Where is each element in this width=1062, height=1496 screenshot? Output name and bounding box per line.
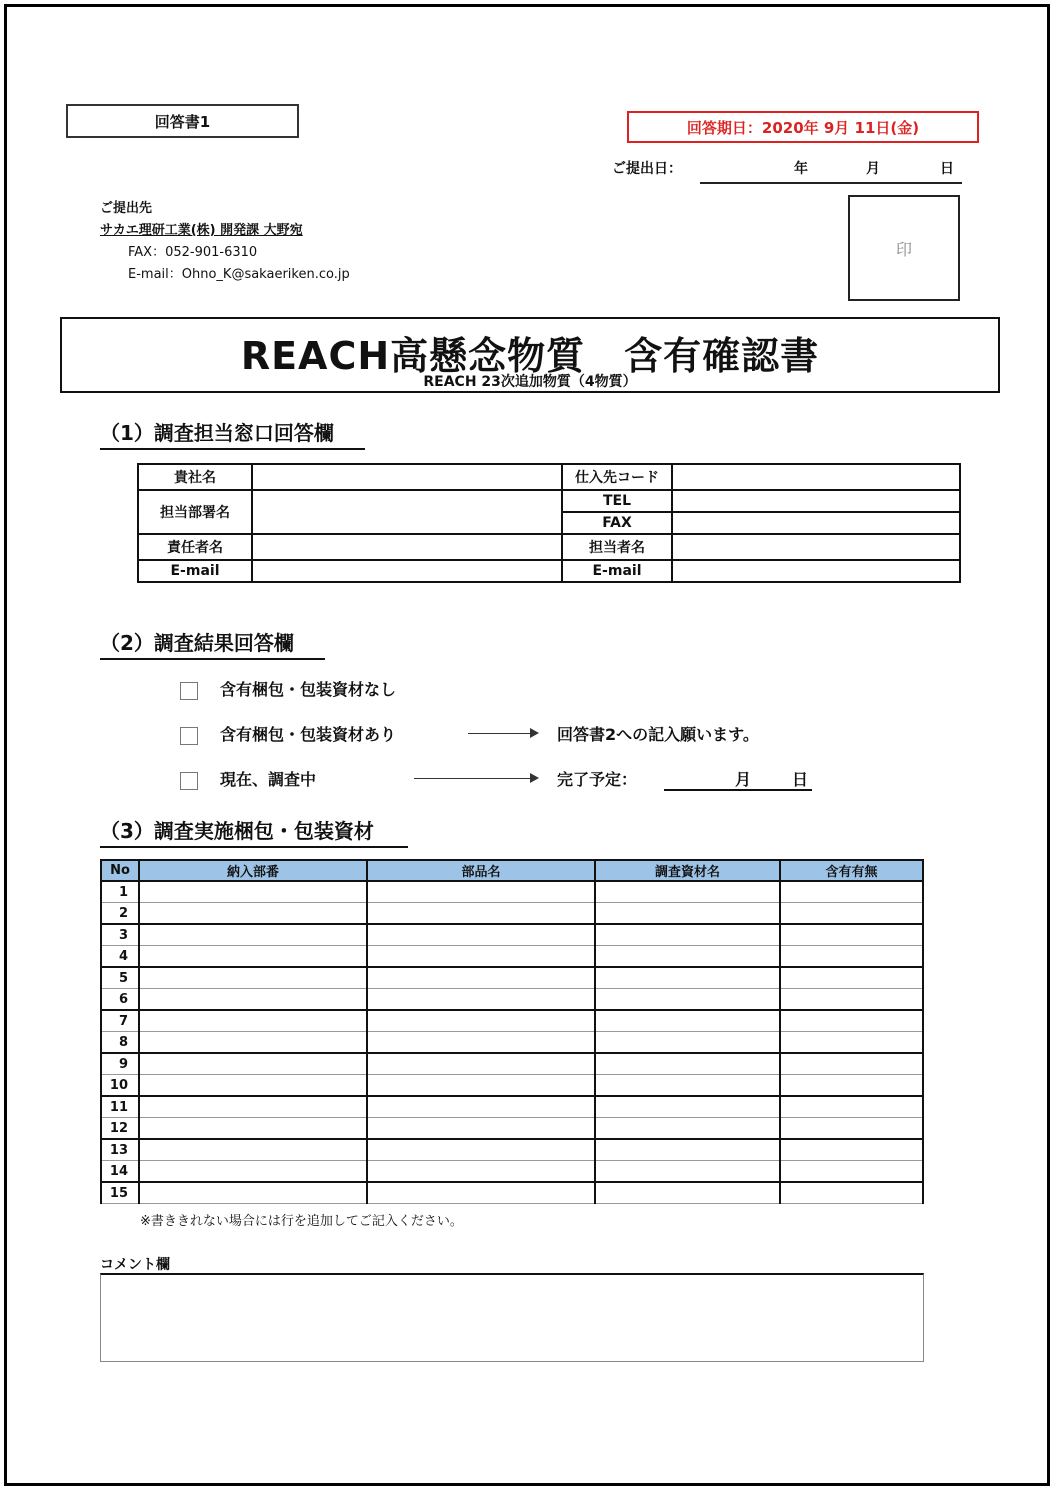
comment-label: コメント欄 <box>100 1257 170 1273</box>
row-number: 11 <box>101 1096 139 1118</box>
material-cell[interactable] <box>595 1182 780 1204</box>
option2-label: 含有梱包・包装資材あり <box>220 725 397 744</box>
content-cell[interactable] <box>780 1182 923 1204</box>
arrow-right-icon <box>530 773 539 783</box>
content-cell[interactable] <box>780 881 923 903</box>
material-cell[interactable] <box>595 989 780 1011</box>
table-row <box>101 1032 923 1054</box>
row-number: 5 <box>101 967 139 989</box>
part-number-cell[interactable] <box>139 967 367 989</box>
submit-date-row <box>612 158 962 186</box>
checkbox[interactable] <box>180 682 198 700</box>
document-subtitle: REACH 23次追加物質（4物質） <box>423 374 637 390</box>
row-number: 7 <box>101 1010 139 1032</box>
option1-label: 含有梱包・包装資材なし <box>220 680 397 699</box>
completion-day-label: 日 <box>792 770 809 789</box>
submit-day-label: 日 <box>940 161 954 177</box>
table-row <box>101 903 923 925</box>
company-field[interactable] <box>252 464 562 490</box>
table-row <box>101 1075 923 1097</box>
part-name-cell[interactable] <box>367 1118 595 1140</box>
part-number-cell[interactable] <box>139 1139 367 1161</box>
material-cell[interactable] <box>595 1139 780 1161</box>
col-material-header: 調査資材名 <box>595 860 780 881</box>
section1-heading: （1）調査担当窓口回答欄 <box>100 417 365 450</box>
table-note: ※書ききれない場合には行を追加してご記入ください。 <box>140 1214 463 1229</box>
email-label: E-mail <box>138 560 252 582</box>
part-name-cell[interactable] <box>367 1075 595 1097</box>
manager-label: 責任者名 <box>138 534 252 560</box>
table-row <box>101 924 923 946</box>
table-row <box>101 1096 923 1118</box>
part-name-cell[interactable] <box>367 1182 595 1204</box>
material-cell[interactable] <box>595 1075 780 1097</box>
option3-label: 現在、調査中 <box>220 770 317 789</box>
completion-month-label: 月 <box>735 770 752 789</box>
row-number: 1 <box>101 881 139 903</box>
row-number: 9 <box>101 1053 139 1075</box>
deadline-box: 回答期日：2020年 9月 11日(金) <box>627 111 979 143</box>
table-row <box>101 1182 923 1204</box>
option3-result: 完了予定： <box>557 770 638 789</box>
table-row <box>101 1161 923 1183</box>
arrow-line <box>468 733 530 734</box>
table-row <box>101 1053 923 1075</box>
row-number: 12 <box>101 1118 139 1140</box>
supplier-code-label: 仕入先コード <box>562 464 672 490</box>
material-cell[interactable] <box>595 1010 780 1032</box>
email-field-2[interactable] <box>672 560 960 582</box>
part-number-cell[interactable] <box>139 1075 367 1097</box>
tel-field[interactable] <box>672 490 960 512</box>
part-name-cell[interactable] <box>367 946 595 968</box>
col-no-header: No <box>101 860 139 881</box>
col-part-number-header: 納入部番 <box>139 860 367 881</box>
table-row <box>101 881 923 903</box>
checkbox[interactable] <box>180 772 198 790</box>
completion-date-underline <box>664 789 812 791</box>
document-title: REACH高懸念物質 含有確認書 <box>240 334 820 378</box>
materials-table <box>100 859 924 1204</box>
option-investigating[interactable] <box>180 767 316 790</box>
material-cell[interactable] <box>595 924 780 946</box>
comment-field[interactable] <box>100 1273 924 1362</box>
submit-year-label: 年 <box>794 161 808 177</box>
part-number-cell[interactable] <box>139 1096 367 1118</box>
row-number: 2 <box>101 903 139 925</box>
checkbox[interactable] <box>180 727 198 745</box>
table-row <box>101 1139 923 1161</box>
destination-fax: FAX：052-901-6310 <box>128 245 258 260</box>
manager-field[interactable] <box>252 534 562 560</box>
option-no-content[interactable] <box>180 677 396 700</box>
part-number-cell[interactable] <box>139 924 367 946</box>
part-number-cell[interactable] <box>139 903 367 925</box>
part-number-cell[interactable] <box>139 989 367 1011</box>
material-cell[interactable] <box>595 1161 780 1183</box>
destination-company: サカエ理研工業(株) 開発課 大野宛 <box>100 223 303 238</box>
option2-result: 回答書2への記入願います。 <box>557 725 759 744</box>
materials-table-body <box>101 881 923 1204</box>
part-name-cell[interactable] <box>367 1053 595 1075</box>
dept-label: 担当部署名 <box>138 490 252 534</box>
content-cell[interactable] <box>780 1139 923 1161</box>
part-name-cell[interactable] <box>367 1032 595 1054</box>
fax-label: FAX <box>562 512 672 534</box>
part-number-cell[interactable] <box>139 1118 367 1140</box>
material-cell[interactable] <box>595 946 780 968</box>
part-name-cell[interactable] <box>367 989 595 1011</box>
table-row <box>101 967 923 989</box>
row-number: 15 <box>101 1182 139 1204</box>
col-content-header: 含有有無 <box>780 860 923 881</box>
content-cell[interactable] <box>780 1053 923 1075</box>
row-number: 8 <box>101 1032 139 1054</box>
table-header-row <box>101 860 923 881</box>
section3-heading: （3）調査実施梱包・包装資材 <box>100 815 408 848</box>
part-name-cell[interactable] <box>367 967 595 989</box>
stamp-box: 印 <box>848 195 960 301</box>
content-cell[interactable] <box>780 989 923 1011</box>
content-cell[interactable] <box>780 1032 923 1054</box>
dept-field[interactable] <box>252 490 562 534</box>
material-cell[interactable] <box>595 881 780 903</box>
part-number-cell[interactable] <box>139 946 367 968</box>
company-label: 貴社名 <box>138 464 252 490</box>
submit-date-label: ご提出日： <box>612 161 682 177</box>
col-part-name-header: 部品名 <box>367 860 595 881</box>
email-label-2: E-mail <box>562 560 672 582</box>
contact-table <box>137 463 961 583</box>
destination-block <box>100 198 350 286</box>
part-name-cell[interactable] <box>367 1010 595 1032</box>
part-number-cell[interactable] <box>139 881 367 903</box>
part-number-cell[interactable] <box>139 1032 367 1054</box>
part-number-cell[interactable] <box>139 1010 367 1032</box>
destination-heading: ご提出先 <box>100 201 153 216</box>
content-cell[interactable] <box>780 967 923 989</box>
email-field[interactable] <box>252 560 562 582</box>
arrow-right-icon <box>530 728 539 738</box>
part-name-cell[interactable] <box>367 903 595 925</box>
tel-label: TEL <box>562 490 672 512</box>
material-cell[interactable] <box>595 1118 780 1140</box>
table-row <box>101 946 923 968</box>
row-number: 4 <box>101 946 139 968</box>
part-number-cell[interactable] <box>139 1053 367 1075</box>
content-cell[interactable] <box>780 1075 923 1097</box>
material-cell[interactable] <box>595 1053 780 1075</box>
supplier-code-field[interactable] <box>672 464 960 490</box>
table-row <box>101 1118 923 1140</box>
row-number: 13 <box>101 1139 139 1161</box>
person-field[interactable] <box>672 534 960 560</box>
row-number: 6 <box>101 989 139 1011</box>
table-row <box>101 1010 923 1032</box>
content-cell[interactable] <box>780 903 923 925</box>
content-cell[interactable] <box>780 1118 923 1140</box>
option-has-content[interactable] <box>180 722 396 745</box>
table-row <box>101 989 923 1011</box>
form-label: 回答書1 <box>66 104 299 138</box>
content-cell[interactable] <box>780 924 923 946</box>
row-number: 3 <box>101 924 139 946</box>
fax-field[interactable] <box>672 512 960 534</box>
row-number: 14 <box>101 1161 139 1183</box>
title-box <box>60 317 1000 393</box>
submit-date-underline <box>700 182 962 184</box>
material-cell[interactable] <box>595 967 780 989</box>
part-name-cell[interactable] <box>367 1096 595 1118</box>
part-name-cell[interactable] <box>367 924 595 946</box>
content-cell[interactable] <box>780 1010 923 1032</box>
content-cell[interactable] <box>780 946 923 968</box>
part-number-cell[interactable] <box>139 1161 367 1183</box>
part-name-cell[interactable] <box>367 881 595 903</box>
part-name-cell[interactable] <box>367 1139 595 1161</box>
part-name-cell[interactable] <box>367 1161 595 1183</box>
content-cell[interactable] <box>780 1096 923 1118</box>
material-cell[interactable] <box>595 903 780 925</box>
material-cell[interactable] <box>595 1032 780 1054</box>
person-label: 担当者名 <box>562 534 672 560</box>
content-cell[interactable] <box>780 1161 923 1183</box>
material-cell[interactable] <box>595 1096 780 1118</box>
section2-heading: （2）調査結果回答欄 <box>100 627 325 660</box>
row-number: 10 <box>101 1075 139 1097</box>
arrow-line <box>414 778 530 779</box>
submit-month-label: 月 <box>866 161 880 177</box>
part-number-cell[interactable] <box>139 1182 367 1204</box>
destination-email: E-mail：Ohno_K@sakaeriken.co.jp <box>128 267 350 282</box>
